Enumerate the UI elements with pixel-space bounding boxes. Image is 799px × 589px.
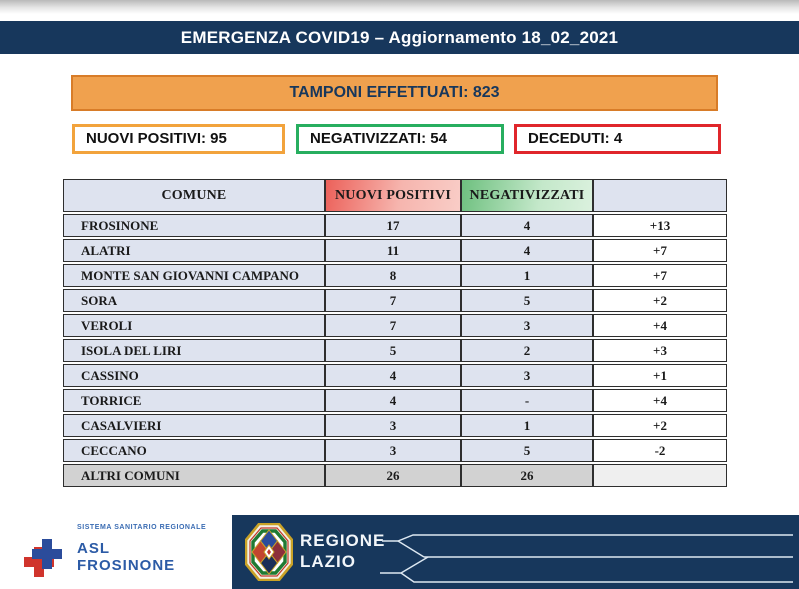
- table-row: [63, 239, 727, 262]
- lazio-label: LAZIO: [300, 552, 356, 571]
- table-row: [63, 264, 727, 287]
- cell-negativizzati: 5: [461, 439, 593, 462]
- asl-line2: FROSINONE: [77, 557, 176, 574]
- stat-box-nuovi-positivi: NUOVI POSITIVI: 95: [72, 124, 285, 154]
- column-header-comune: COMUNE: [63, 179, 325, 212]
- table-header-row: [63, 179, 727, 212]
- cell-negativizzati: 3: [461, 314, 593, 337]
- comuni-table-wrap: [63, 177, 727, 489]
- cell-nuovi-positivi: 17: [325, 214, 461, 237]
- table-row: [63, 464, 727, 487]
- asl-text-block: [77, 524, 206, 574]
- table-row: [63, 414, 727, 437]
- cell-nuovi-positivi: 8: [325, 264, 461, 287]
- regione-lazio-banner: [232, 515, 799, 589]
- stat-box-negativizzati: NEGATIVIZZATI: 54: [296, 124, 504, 154]
- cell-negativizzati: 26: [461, 464, 593, 487]
- cell-delta: [593, 464, 727, 487]
- column-header-delta: [593, 179, 727, 212]
- cell-nuovi-positivi: 4: [325, 389, 461, 412]
- asl-cross-icon: [22, 532, 66, 580]
- table-row: [63, 289, 727, 312]
- cell-nuovi-positivi: 3: [325, 414, 461, 437]
- asl-line1: ASL: [77, 540, 110, 557]
- tamponi-banner: TAMPONI EFFETTUATI: 823: [71, 75, 718, 111]
- cell-delta: +13: [593, 214, 727, 237]
- cell-comune: TORRICE: [63, 389, 325, 412]
- table-row: [63, 364, 727, 387]
- cell-delta: +3: [593, 339, 727, 362]
- cell-nuovi-positivi: 7: [325, 289, 461, 312]
- footer: [0, 515, 799, 589]
- cell-delta: -2: [593, 439, 727, 462]
- cell-comune: VEROLI: [63, 314, 325, 337]
- stat-box-deceduti: DECEDUTI: 4: [514, 124, 721, 154]
- cell-nuovi-positivi: 4: [325, 364, 461, 387]
- table-row: [63, 439, 727, 462]
- cell-negativizzati: -: [461, 389, 593, 412]
- cell-comune: CASSINO: [63, 364, 325, 387]
- cell-negativizzati: 4: [461, 214, 593, 237]
- cell-delta: +4: [593, 314, 727, 337]
- table-row: [63, 389, 727, 412]
- table-body: [63, 214, 727, 487]
- cell-comune: FROSINONE: [63, 214, 325, 237]
- cell-nuovi-positivi: 11: [325, 239, 461, 262]
- cell-negativizzati: 5: [461, 289, 593, 312]
- cell-comune: CECCANO: [63, 439, 325, 462]
- cell-delta: +7: [593, 239, 727, 262]
- table-row: [63, 314, 727, 337]
- column-header-nuovi-positivi: NUOVI POSITIVI: [325, 179, 461, 212]
- cell-comune: ISOLA DEL LIRI: [63, 339, 325, 362]
- cell-comune: CASALVIERI: [63, 414, 325, 437]
- cell-comune: ALTRI COMUNI: [63, 464, 325, 487]
- cell-comune: SORA: [63, 289, 325, 312]
- cell-delta: +4: [593, 389, 727, 412]
- top-gradient-strip: [0, 0, 799, 14]
- cell-delta: +2: [593, 289, 727, 312]
- cell-negativizzati: 4: [461, 239, 593, 262]
- asl-small-label: SISTEMA SANITARIO REGIONALE: [77, 524, 207, 531]
- table-row: [63, 339, 727, 362]
- cell-delta: +1: [593, 364, 727, 387]
- cell-nuovi-positivi: 26: [325, 464, 461, 487]
- cell-comune: MONTE SAN GIOVANNI CAMPANO: [63, 264, 325, 287]
- cell-negativizzati: 1: [461, 264, 593, 287]
- table-row: [63, 214, 727, 237]
- regione-lazio-decorative-lines: [232, 515, 799, 589]
- cell-nuovi-positivi: 3: [325, 439, 461, 462]
- regione-label: REGIONE: [300, 531, 386, 550]
- comuni-table: [63, 177, 727, 489]
- cell-negativizzati: 3: [461, 364, 593, 387]
- cell-negativizzati: 2: [461, 339, 593, 362]
- page-title: EMERGENZA COVID19 – Aggiornamento 18_02_2021: [0, 21, 799, 54]
- column-header-negativizzati: NEGATIVIZZATI: [461, 179, 593, 212]
- cell-delta: +2: [593, 414, 727, 437]
- cell-nuovi-positivi: 7: [325, 314, 461, 337]
- cell-delta: +7: [593, 264, 727, 287]
- asl-frosinone-logo-area: [0, 515, 232, 589]
- cell-nuovi-positivi: 5: [325, 339, 461, 362]
- cell-negativizzati: 1: [461, 414, 593, 437]
- cell-comune: ALATRI: [63, 239, 325, 262]
